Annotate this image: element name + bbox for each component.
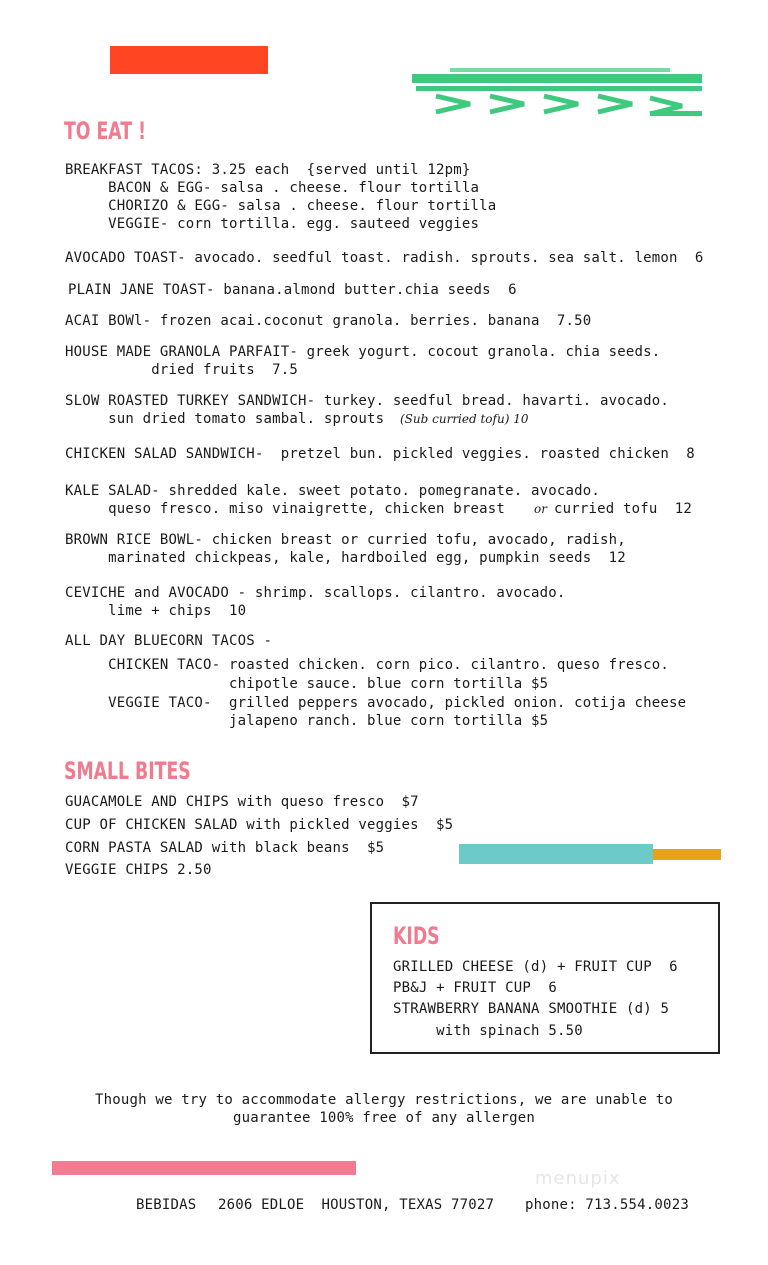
yellow-bar (653, 849, 721, 860)
orange-bar (110, 46, 268, 74)
footer-address: 2606 EDLOE HOUSTON, TEXAS 77027 (218, 1197, 495, 1213)
kids-item: with spinach 5.50 (393, 1023, 583, 1039)
breakfast-tacos-line: BREAKFAST TACOS: 3.25 each {served until 12pm} (65, 162, 471, 178)
acai-bowl-item: ACAI BOWl- frozen acai.coconut granola. berries. banana 7.50 (65, 313, 592, 329)
plain-jane-toast-item: PLAIN JANE TOAST- banana.almond butter.chia seeds 6 (68, 282, 517, 298)
ceviche-line1: CEVICHE and AVOCADO - shrimp. scallops. cilantro. avocado. (65, 585, 566, 601)
chicken-taco-line1: CHICKEN TACO- roasted chicken. corn pico. cilantro. queso fresco. (65, 657, 670, 673)
small-bite-item: VEGGIE CHIPS 2.50 (65, 862, 212, 878)
kids-item: GRILLED CHEESE (d) + FRUIT CUP 6 (393, 959, 678, 975)
allergy-note-line1: Though we try to accommodate allergy restrictions, we are unable to (94, 1092, 674, 1108)
watermark-text: menupix (535, 1168, 621, 1189)
kale-salad-line2-end: curried tofu 12 (554, 501, 693, 517)
kids-item: PB&J + FRUIT CUP 6 (393, 980, 557, 996)
granola-parfait-line1: HOUSE MADE GRANOLA PARFAIT- greek yogurt. cocout granola. chia seeds. (65, 344, 661, 360)
turkey-sub-note: (Sub curried tofu) 10 (400, 412, 529, 426)
granola-parfait-line2: dried fruits 7.5 (65, 362, 298, 378)
kids-item: STRAWBERRY BANANA SMOOTHIE (d) 5 (393, 1001, 670, 1017)
kids-heading: KIDS (393, 922, 440, 950)
teal-bar (459, 844, 653, 864)
bluecorn-tacos-title: ALL DAY BLUECORN TACOS - (65, 633, 273, 649)
small-bite-item: GUACAMOLE AND CHIPS with queso fresco $7 (65, 794, 419, 810)
kale-salad-line2: queso fresco. miso vinaigrette, chicken breast (65, 501, 506, 517)
chicken-salad-sandwich-item: CHICKEN SALAD SANDWICH- pretzel bun. pickled veggies. roasted chicken 8 (65, 446, 695, 462)
turkey-sandwich-line1: SLOW ROASTED TURKEY SANDWICH- turkey. seedful bread. havarti. avocado. (65, 393, 670, 409)
green-arrows-decoration (410, 62, 706, 120)
small-bites-heading: SMALL BITES (64, 757, 191, 785)
veggie-taco-line2: jalapeno ranch. blue corn tortilla $5 (65, 713, 549, 729)
veggie-taco-line1: VEGGIE TACO- grilled peppers avocado, pickled onion. cotija cheese (65, 695, 687, 711)
chicken-taco-line2: chipotle sauce. blue corn tortilla $5 (65, 676, 549, 692)
small-bite-item: CORN PASTA SALAD with black beans $5 (65, 840, 385, 856)
to-eat-heading: TO EAT ! (64, 117, 147, 145)
kale-salad-line1: KALE SALAD- shredded kale. sweet potato. pomegranate. avocado. (65, 483, 600, 499)
turkey-sandwich-line2: sun dried tomato sambal. sprouts (65, 411, 385, 427)
kale-or-text: or (534, 502, 547, 516)
allergy-note-line2: guarantee 100% free of any allergen (232, 1110, 535, 1126)
brown-rice-bowl-line1: BROWN RICE BOWL- chicken breast or curried tofu, avocado, radish, (65, 532, 626, 548)
brown-rice-bowl-line2: marinated chickpeas, kale, hardboiled egg, pumpkin seeds 12 (65, 550, 626, 566)
pink-bar (52, 1161, 356, 1175)
bacon-egg-line: BACON & EGG- salsa . cheese. flour tortilla (65, 180, 480, 196)
small-bite-item: CUP OF CHICKEN SALAD with pickled veggies $5 (65, 817, 454, 833)
ceviche-line2: lime + chips 10 (65, 603, 247, 619)
footer-name: BEBIDAS (136, 1197, 197, 1213)
chorizo-egg-line: CHORIZO & EGG- salsa . cheese. flour tortilla (65, 198, 497, 214)
footer-phone: phone: 713.554.0023 (525, 1197, 689, 1213)
avocado-toast-item: AVOCADO TOAST- avocado. seedful toast. radish. sprouts. sea salt. lemon 6 (65, 250, 704, 266)
veggie-taco-breakfast-line: VEGGIE- corn tortilla. egg. sauteed veggies (65, 216, 480, 232)
